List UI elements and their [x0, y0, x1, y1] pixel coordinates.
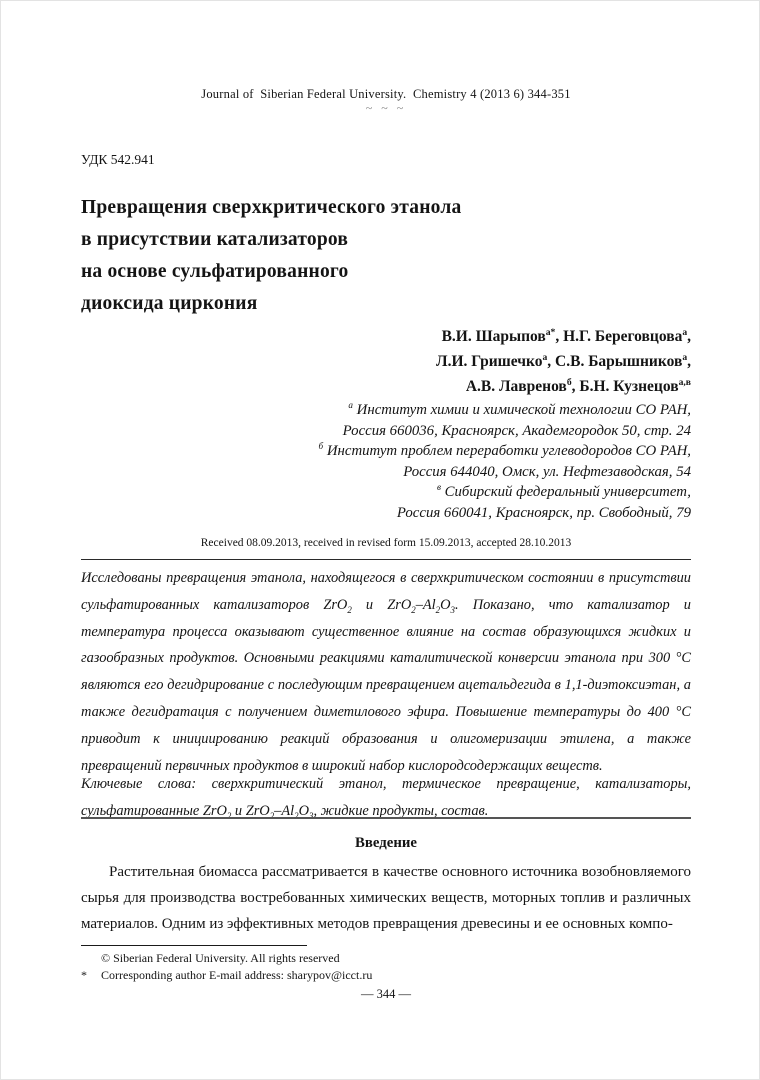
section-heading-introduction: Введение: [355, 835, 417, 851]
introduction-paragraph: Растительная биомасса рассматривается в качестве основного источника возобновляемого сырья для производства востребованных химических веществ, моторных топлив и различных материалов. Одним из эффективных методов превращения древесины и ее основных компо-: [81, 864, 691, 932]
header-ornament: ~ ~ ~: [365, 101, 407, 115]
footnote-asterisk: *: [81, 968, 87, 982]
affiliation-line: $^а$ Институт химии и химической технологии СО РАН,: [348, 400, 691, 418]
corresponding-author-note: [81, 967, 691, 984]
affiliations-block: [81, 400, 691, 523]
affiliation-line: Россия 660036, Красноярск, Академгородок 50, стр. 24: [342, 422, 691, 439]
title-line: Превращения сверхкритического этанола: [81, 197, 462, 218]
journal-header: Journal of Siberian Federal University. Chemistry 4 (2013 6) 344-351: [201, 87, 571, 101]
title-line: в присутствии катализаторов: [81, 229, 349, 250]
authors-line: А.В. Лавренов$^б$, Б.Н. Кузнецов$^{а,в}$: [465, 376, 691, 395]
divider-abstract-bottom: [81, 817, 691, 819]
authors-block: [81, 324, 691, 399]
affiliation-line: $^в$ Сибирский федеральный университет,: [436, 482, 691, 500]
corresponding-author-text: Corresponding author E-mail address: sharypov@icct.ru: [101, 968, 373, 982]
title-line: на основе сульфатированного: [81, 261, 349, 282]
article-title: [81, 192, 691, 320]
affiliation-line: Россия 644040, Омск, ул. Нефтезаводская, 54: [403, 463, 691, 480]
keywords-text: Ключевые слова: сверхкритический этанол, термическое превращение, катализаторы, сульфатированные ZrO$_2$ и $ZrO_2-Al_2O_3$, жидкие продукты, состав.: [81, 776, 691, 821]
affiliation-line: $^б$ Институт проблем переработки углеводородов СО РАН,: [318, 441, 691, 459]
footnote-divider: [81, 945, 307, 946]
authors-line: В.И. Шарыпов$^{а*}$, Н.Г. Береговцова$^а$,: [441, 326, 691, 345]
udc-code: УДК 542.941: [81, 152, 155, 167]
authors-line: Л.И. Гришечко$^а$, С.В. Барышников$^а$,: [436, 351, 691, 370]
received-dates: Received 08.09.2013, received in revised form 15.09.2013, accepted 28.10.2013: [200, 537, 572, 549]
divider-abstract-top: [81, 559, 691, 560]
copyright-note: © Siberian Federal University. All rights reserved: [101, 951, 340, 965]
page-number: — 344 —: [361, 987, 411, 1001]
abstract-text: Исследованы превращения этанола, находящегося в сверхкритическом состоянии в присутствии сульфатированных катализаторов ZrO$_2$ и $ZrO_2-Al_2O_3$. Показано, что катализатор и температура процесса оказывают существенное влияние на состав образующихся жидких и газообразных продуктов. Основными реакциями каталитической конверсии этанола при 300 °С являются его дегидрирование с последующим превращением ацетальдегида в 1,1-диэтоксиэтан, а также дегидратация с получением диметилового эфира. Повышение температуры до 400 °С приводит к инициированию реакций образования и олигомеризации этилена, а также превращений первичных продуктов в широкий набор кислородсодержащих веществ.: [81, 570, 691, 774]
affiliation-line: Россия 660041, Красноярск, пр. Свободный, 79: [396, 504, 691, 521]
title-line: диоксида циркония: [81, 293, 258, 314]
